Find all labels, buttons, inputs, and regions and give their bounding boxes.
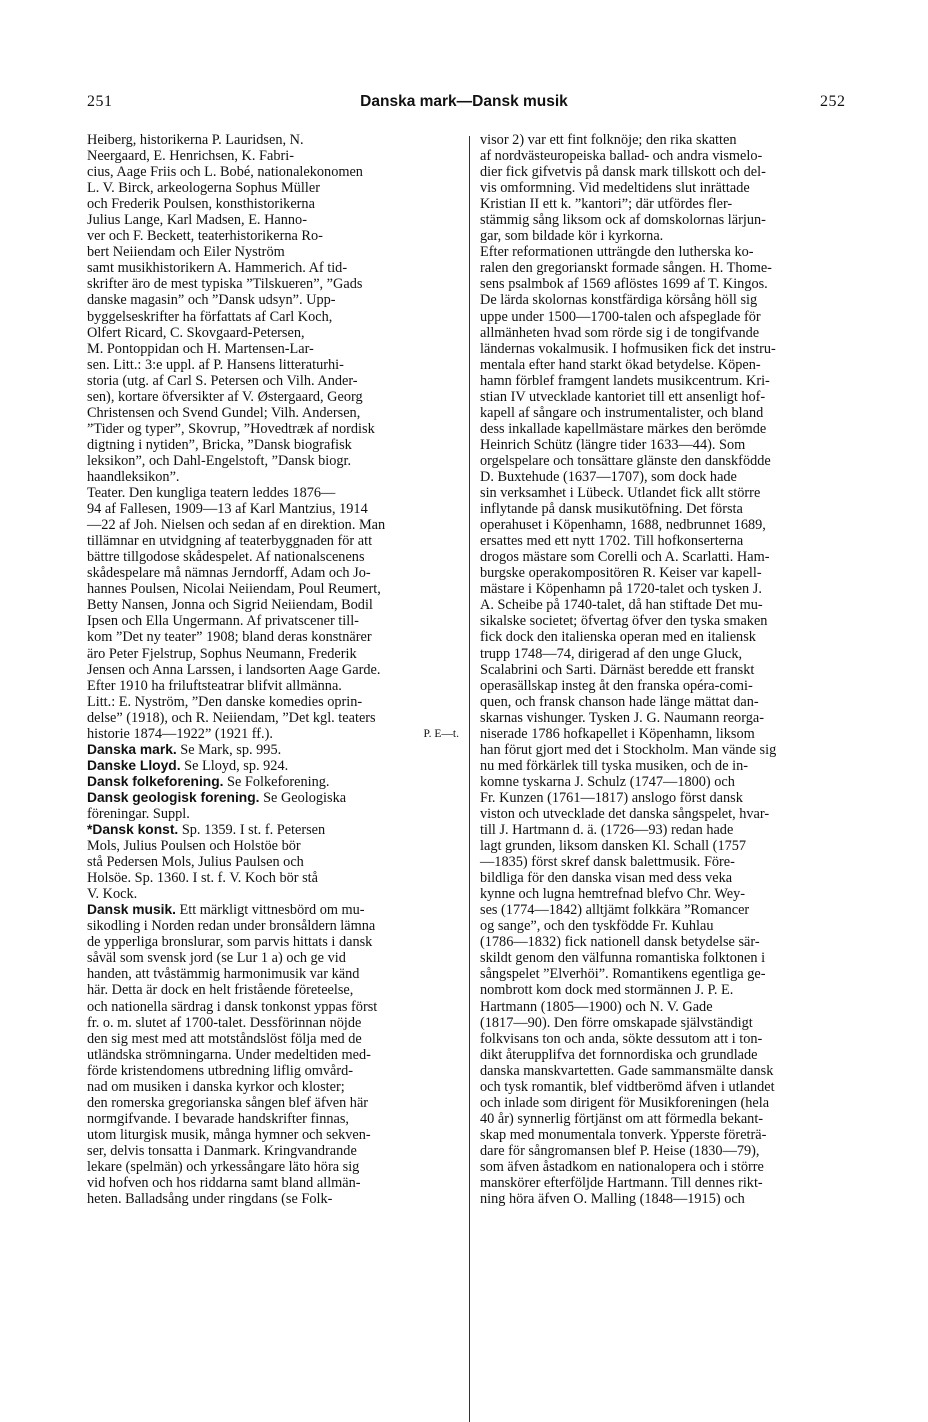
text-line bbox=[87, 373, 459, 389]
text-line bbox=[87, 1175, 459, 1191]
text-line bbox=[87, 1047, 459, 1063]
line-text: haandleksikon”. bbox=[87, 468, 180, 485]
text-line bbox=[480, 806, 851, 822]
line-text: komne tyskarna J. Schulz (1747—1800) och bbox=[480, 773, 735, 790]
line-text: stian IV utvecklade kantoriet till ett ansenligt hof- bbox=[480, 388, 766, 405]
text-line bbox=[480, 1079, 851, 1095]
text-line bbox=[480, 982, 851, 998]
line-text: Heinrich Schütz (längre tider 1633—44). Som bbox=[480, 436, 746, 453]
text-line bbox=[480, 1111, 851, 1127]
line-text: operasällskap insteg åt den franska opéra-comi- bbox=[480, 677, 753, 694]
text-line bbox=[87, 870, 459, 886]
line-text: här. Detta är dock en helt fristående företeelse, bbox=[87, 982, 354, 999]
line-text: Scalabrini och Sarti. Därnäst beredde ett franskt bbox=[480, 661, 755, 678]
line-text: Efter 1910 ha friluftsteatrar blifvit allmänna. bbox=[87, 677, 342, 694]
text-line bbox=[480, 934, 851, 950]
line-text: ”Tider og typer”, Skovrup, ”Hovedtræk af nordisk bbox=[87, 420, 375, 437]
right-column bbox=[480, 132, 851, 1207]
line-text: vid hofven och hos riddarna samt bland allmän- bbox=[87, 1175, 361, 1192]
text-line bbox=[480, 517, 851, 533]
text-line bbox=[480, 774, 851, 790]
text-line bbox=[87, 501, 459, 517]
text-line bbox=[87, 982, 459, 998]
line-text: sens psalmbok af 1569 aflöstes 1699 af T. Kingos. bbox=[480, 276, 768, 293]
text-line bbox=[87, 646, 459, 662]
text-line bbox=[480, 1175, 851, 1191]
line-text: folkvisans ton och anda, sökte dessutom att i ton- bbox=[480, 1030, 763, 1047]
line-text: de ypperliga bronslurar, som parvis hittats i dansk bbox=[87, 934, 373, 951]
text-line bbox=[87, 485, 459, 501]
line-text: heten. Balladsång under ringdans (se Folk- bbox=[87, 1191, 333, 1208]
text-line bbox=[480, 662, 851, 678]
line-text: Se Folkeforening. bbox=[223, 773, 330, 790]
line-text: utländska strömningarna. Under medeltiden med- bbox=[87, 1046, 371, 1063]
text-line bbox=[87, 1143, 459, 1159]
text-line bbox=[87, 389, 459, 405]
line-text: drogos mästare som Corelli och A. Scarlatti. Ham- bbox=[480, 549, 770, 566]
line-text: mästare i Köpenhamn på 1720-talet och tysken J. bbox=[480, 581, 762, 598]
text-line bbox=[480, 966, 851, 982]
line-text: allmänheten hvad som rörde sig i de tongifvande bbox=[480, 324, 760, 341]
line-text: danske magasin” och ”Dansk udsyn”. Upp- bbox=[87, 292, 336, 309]
text-line bbox=[87, 694, 459, 710]
text-line bbox=[480, 501, 851, 517]
text-line bbox=[87, 453, 459, 469]
line-text: Jensen och Anna Larssen, i landsorten Aage Garde. bbox=[87, 661, 381, 678]
text-line bbox=[87, 148, 459, 164]
text-line bbox=[480, 613, 851, 629]
line-text: ning höra äfven O. Malling (1848—1915) och bbox=[480, 1191, 745, 1208]
line-text: lekare (spelmän) och yrkessångare läto höra sig bbox=[87, 1159, 360, 1175]
text-line bbox=[87, 341, 459, 357]
line-text: A. Scheibe på 1740-talet, då han stiftade Det mu- bbox=[480, 597, 763, 614]
text-line bbox=[87, 180, 459, 196]
line-text: såväl som svensk jord (se Lur 1 a) och ge vid bbox=[87, 950, 346, 967]
line-text: Kristian II ett k. ”kantori”; där utfördes fler- bbox=[480, 196, 733, 213]
text-line bbox=[480, 742, 851, 758]
text-line bbox=[87, 1127, 459, 1143]
line-text: —22 af Joh. Nielsen och sedan af en direktion. Man bbox=[87, 517, 386, 534]
text-line bbox=[480, 629, 851, 645]
text-line bbox=[87, 405, 459, 421]
line-text: fick dock den italienska operan med en italiensk bbox=[480, 629, 756, 646]
text-line bbox=[480, 1127, 851, 1143]
line-text: manskörer efterföljde Hartmann. Till dennes rikt- bbox=[480, 1175, 763, 1192]
text-line bbox=[480, 1063, 851, 1079]
headword: Danska mark. bbox=[87, 741, 177, 757]
text-line bbox=[87, 902, 459, 918]
text-line bbox=[87, 629, 459, 645]
text-line bbox=[87, 437, 459, 453]
line-text: fr. o. m. slutet af 1700-talet. Dessförinnan nöjde bbox=[87, 1014, 362, 1031]
headword: *Dansk konst. bbox=[87, 822, 179, 838]
line-text: storia (utg. af Carl S. Petersen och Vilh. Ander- bbox=[87, 372, 358, 389]
line-text: stå Pedersen Mols, Julius Paulsen och bbox=[87, 854, 304, 871]
line-text: sångspelet ”Elverhöi”. Romantikens egentliga ge- bbox=[480, 966, 766, 983]
line-text: skildt genom den välfunna romantiska folktonen i bbox=[480, 950, 766, 967]
line-text: Olfert Ricard, C. Skovgaard-Petersen, bbox=[87, 324, 305, 341]
line-text: uppe under 1500—1700-talen och afspeglade för bbox=[480, 308, 761, 325]
line-text: kom ”Det ny teater” 1908; bland deras konstnärer bbox=[87, 629, 372, 646]
line-text: visor 2) var ett fint folknöje; den rika skatten bbox=[480, 132, 737, 148]
text-line bbox=[480, 196, 851, 212]
text-line bbox=[480, 421, 851, 437]
line-text: och tysk romantik, blef vidtberömd äfven i utlandet bbox=[480, 1078, 775, 1095]
line-text: De lärda skolornas konstfärdiga körsång höll sig bbox=[480, 292, 758, 309]
line-text: föreningar. Suppl. bbox=[87, 805, 190, 822]
line-text: D. Buxtehude (1637—1707), som dock hade bbox=[480, 468, 737, 485]
line-text: som äfven åstadkom en nationalopera och i större bbox=[480, 1159, 764, 1175]
text-line bbox=[87, 662, 459, 678]
text-line bbox=[87, 325, 459, 341]
text-line bbox=[480, 1015, 851, 1031]
line-text: hannes Poulsen, Nicolai Neiiendam, Poul Reumert, bbox=[87, 581, 381, 598]
line-text: tillämnar en utvidgning af teaterbyggnaden för att bbox=[87, 533, 373, 550]
text-line bbox=[480, 1159, 851, 1175]
text-line bbox=[480, 389, 851, 405]
text-line bbox=[480, 276, 851, 292]
line-text: skådespelare må nämnas Jerndorff, Adam och Jo- bbox=[87, 565, 371, 582]
line-text: vis omformning. Vid medeltidens slut inrättade bbox=[480, 180, 750, 197]
text-line bbox=[480, 325, 851, 341]
line-text: af nordvästeuropeiska ballad- och andra vismelo- bbox=[480, 148, 763, 165]
text-line bbox=[480, 453, 851, 469]
line-text: den romerska gregorianska sången blef äfven här bbox=[87, 1094, 369, 1111]
line-text: gar, som bildade kör i kyrkorna. bbox=[480, 228, 664, 245]
text-line bbox=[480, 694, 851, 710]
line-text: 40 år) synnerlig förtjänst om att förmedla bekant- bbox=[480, 1110, 764, 1127]
text-line bbox=[87, 581, 459, 597]
text-line bbox=[480, 485, 851, 501]
text-line bbox=[87, 1015, 459, 1031]
line-text: hamn förblef framgent landets musikcentrum. Kri- bbox=[480, 372, 770, 389]
line-text: byggelseskrifter ha författats af Carl Koch, bbox=[87, 308, 333, 325]
line-text: nombrott kom dock med stormännen J. P. E. bbox=[480, 982, 734, 999]
text-line bbox=[480, 918, 851, 934]
line-text: stämmig sång liksom ock af domskolornas lärjun- bbox=[480, 212, 766, 229]
line-text: Sp. 1359. I st. f. Petersen bbox=[178, 822, 326, 839]
column-rule bbox=[469, 136, 470, 1422]
line-text: utom liturgisk musik, många hymner och sekven- bbox=[87, 1126, 371, 1143]
line-text: —1835) först skref dansk balettmusik. Före- bbox=[480, 854, 735, 871]
line-text: dier fick gifvetvis på dansk mark tillskott och del- bbox=[480, 164, 766, 181]
line-text: trupp 1748—74, dirigerad af den unge Gluck, bbox=[480, 645, 743, 662]
text-line bbox=[87, 822, 459, 838]
text-line bbox=[480, 999, 851, 1015]
line-text: nad om musiken i danska kyrkor och kloster; bbox=[87, 1078, 345, 1095]
line-text: sen), kortare öfversikter af V. Østergaard, Georg bbox=[87, 388, 363, 405]
text-line bbox=[480, 309, 851, 325]
text-line bbox=[87, 228, 459, 244]
line-text: Heiberg, historikerna P. Lauridsen, N. bbox=[87, 132, 304, 148]
line-text: äro Peter Fjelstrup, Sophus Neumann, Frederik bbox=[87, 645, 357, 662]
text-line bbox=[87, 999, 459, 1015]
line-text: L. V. Birck, arkeologerna Sophus Müller bbox=[87, 180, 320, 197]
text-line bbox=[480, 180, 851, 196]
headword: Dansk musik. bbox=[87, 902, 176, 918]
line-text: bildliga för den danska visan med dess veka bbox=[480, 870, 733, 887]
text-line bbox=[480, 292, 851, 308]
line-text: nu med förkärlek till tyska musiken, och de in- bbox=[480, 757, 749, 774]
line-text: skarnas vishunger. Tysken J. G. Naumann reorga- bbox=[480, 709, 764, 726]
line-text: mentala efter hand starkt ökad betydelse. Köpen- bbox=[480, 356, 761, 373]
line-text: den sig mest med att motståndslöst följa med de bbox=[87, 1030, 362, 1047]
line-text: normgifvande. I bevarade handskrifter finnas, bbox=[87, 1110, 350, 1127]
text-line bbox=[480, 244, 851, 260]
text-line bbox=[480, 228, 851, 244]
text-line bbox=[480, 357, 851, 373]
text-line bbox=[87, 790, 459, 806]
text-line bbox=[480, 886, 851, 902]
line-text: sen. Litt.: 3:e uppl. af P. Hansens litteraturhi- bbox=[87, 356, 344, 373]
text-line bbox=[480, 1047, 851, 1063]
text-line bbox=[87, 292, 459, 308]
line-text: operahuset i Köpenhamn, 1688, nedbrunnet 1689, bbox=[480, 517, 766, 534]
line-text: cius, Aage Friis och L. Bobé, nationalekonomen bbox=[87, 164, 363, 181]
line-text: inflytande på dansk musikutöfning. Det första bbox=[480, 501, 743, 518]
line-text: M. Pontoppidan och H. Martensen-Lar- bbox=[87, 340, 314, 357]
line-text: dikt återupplifva det fornnordiska och grundlade bbox=[480, 1046, 758, 1063]
text-line bbox=[480, 132, 851, 148]
text-line bbox=[87, 886, 459, 902]
line-text: och nationella särdrag i dansk tonkonst yppas först bbox=[87, 998, 378, 1015]
line-text: viston och utvecklade det danska sångspelet, hvar- bbox=[480, 805, 770, 822]
text-line bbox=[87, 469, 459, 485]
text-line bbox=[480, 870, 851, 886]
line-text: och inlade som dirigent för Musikforeningen (hela bbox=[480, 1094, 770, 1111]
line-text: V. Kock. bbox=[87, 886, 138, 903]
text-line bbox=[480, 790, 851, 806]
line-text: ländernas vokalmusik. I hofmusiken fick det instru- bbox=[480, 340, 776, 357]
line-text: förde kristendomens utbredning liflig omvård- bbox=[87, 1062, 354, 1079]
text-line bbox=[480, 902, 851, 918]
line-text: (1817—90). Den förre omskapade självständigt bbox=[480, 1014, 753, 1031]
line-text: Ipsen och Ella Ungermann. Af privatscener till- bbox=[87, 613, 359, 630]
text-line bbox=[87, 806, 459, 822]
text-line bbox=[87, 710, 459, 726]
line-text: ses (1774—1842) alltjämt folkkära ”Romancer bbox=[480, 902, 750, 919]
line-text: sin verksamhet i Lübeck. Utlandet fick allt större bbox=[480, 485, 761, 502]
text-line bbox=[480, 597, 851, 613]
line-text: Litt.: E. Nyström, ”Den danske komedies oprin- bbox=[87, 693, 363, 710]
page-number-right: 252 bbox=[820, 93, 846, 110]
line-text: Holsöe. Sp. 1360. I st. f. V. Koch bör stå bbox=[87, 870, 318, 887]
text-line bbox=[87, 726, 459, 742]
text-line bbox=[480, 950, 851, 966]
text-line bbox=[87, 196, 459, 212]
headword: Dansk folkeforening. bbox=[87, 773, 224, 789]
text-line bbox=[87, 244, 459, 260]
line-text: ver och F. Beckett, teaterhistorikerna Ro- bbox=[87, 228, 323, 245]
line-text: skap med monumentala tonverk. Ypperste företrä- bbox=[480, 1126, 767, 1143]
text-line bbox=[87, 1063, 459, 1079]
line-text: danska manskvartetten. Gade sammansmälte dansk bbox=[480, 1062, 774, 1079]
text-line bbox=[480, 758, 851, 774]
line-text: sikodling i Norden redan under bronsåldern lämna bbox=[87, 918, 376, 935]
text-line bbox=[87, 934, 459, 950]
text-line bbox=[87, 838, 459, 854]
text-line bbox=[87, 421, 459, 437]
line-text: han förut gjort med det i Stockholm. Man vände sig bbox=[480, 741, 777, 758]
text-line bbox=[87, 678, 459, 694]
text-line bbox=[480, 565, 851, 581]
text-line bbox=[87, 597, 459, 613]
line-text: samt musikhistorikern A. Hammerich. Af tid- bbox=[87, 260, 348, 277]
line-text: Neergaard, E. Henrichsen, K. Fabri- bbox=[87, 148, 294, 165]
line-text: bert Neiiendam och Eiler Nyström bbox=[87, 244, 285, 261]
headword: Dansk geologisk forening. bbox=[87, 789, 260, 805]
text-line bbox=[87, 132, 459, 148]
text-line bbox=[87, 533, 459, 549]
text-line bbox=[87, 1079, 459, 1095]
text-line bbox=[480, 838, 851, 854]
text-line bbox=[480, 1191, 851, 1207]
text-line bbox=[87, 1159, 459, 1175]
text-line bbox=[87, 1111, 459, 1127]
line-text: Mols, Julius Poulsen och Holstöe bör bbox=[87, 838, 301, 855]
headword: Danske Lloyd. bbox=[87, 757, 181, 773]
line-text: bättre tillgodose skådespelet. Af nationalscenens bbox=[87, 549, 365, 566]
line-text: Betty Nansen, Jonna och Sigrid Neiiendam, Bodil bbox=[87, 597, 373, 614]
line-text: Christensen och Svend Gundel; Vilh. Andersen, bbox=[87, 404, 361, 421]
line-text: ser, delvis tonsatta i Danmark. Kringvandrande bbox=[87, 1142, 357, 1159]
running-head: Danska mark—Dansk musik bbox=[360, 93, 568, 110]
text-line bbox=[87, 1031, 459, 1047]
line-text: till J. Hartmann d. ä. (1726—93) redan hade bbox=[480, 822, 734, 839]
line-text: handen, att tvåstämmig harmonimusik var känd bbox=[87, 966, 360, 983]
line-text: och Frederik Poulsen, konsthistorikerna bbox=[87, 196, 315, 213]
line-text: Ett märkligt vittnesbörd om mu- bbox=[175, 902, 365, 919]
text-line bbox=[480, 646, 851, 662]
line-text: burgske operakompositören R. Keiser var kapell- bbox=[480, 565, 762, 582]
page-number-left: 251 bbox=[87, 93, 113, 110]
text-line bbox=[480, 437, 851, 453]
text-line bbox=[87, 517, 459, 533]
text-line bbox=[480, 822, 851, 838]
text-line bbox=[87, 212, 459, 228]
line-text: kapell af sångare och instrumentalister, och bland bbox=[480, 404, 764, 421]
text-line bbox=[87, 260, 459, 276]
line-text: 94 af Fallesen, 1909—13 af Karl Mantzius, 1914 bbox=[87, 501, 368, 518]
text-line bbox=[480, 260, 851, 276]
text-line bbox=[87, 774, 459, 790]
line-text: delse” (1918), och R. Neiiendam, ”Det kgl. teaters bbox=[87, 709, 376, 726]
line-text: digtning i nytiden”, Bricka, ”Dansk biografisk bbox=[87, 436, 352, 453]
line-text: kynne och lugna hemtrefnad blefvo Chr. Wey- bbox=[480, 886, 745, 903]
line-text: sikalske societet; öfvertag öfver den tyska smaken bbox=[480, 613, 768, 630]
line-text: (1786—1832) fick nationell dansk betydelse sär- bbox=[480, 934, 760, 951]
text-line bbox=[87, 918, 459, 934]
text-line bbox=[480, 1031, 851, 1047]
line-text: Julius Lange, Karl Madsen, E. Hanno- bbox=[87, 212, 307, 229]
text-line bbox=[480, 581, 851, 597]
text-line bbox=[480, 1143, 851, 1159]
line-text: Teater. Den kungliga teatern leddes 1876— bbox=[87, 485, 336, 502]
text-line bbox=[480, 164, 851, 180]
line-text: ralen den gregorianskt formade sången. H. Thome- bbox=[480, 260, 772, 277]
text-line bbox=[87, 1191, 459, 1207]
text-line bbox=[480, 212, 851, 228]
text-line bbox=[480, 549, 851, 565]
text-line bbox=[87, 966, 459, 982]
line-text: Se Geologiska bbox=[259, 789, 347, 806]
text-line bbox=[87, 950, 459, 966]
line-text: dare för sångromansen blef P. Heise (1830—79), bbox=[480, 1142, 760, 1159]
text-line bbox=[87, 549, 459, 565]
text-line bbox=[87, 742, 459, 758]
text-line bbox=[480, 469, 851, 485]
text-line bbox=[87, 758, 459, 774]
author-signature: P. E—t. bbox=[423, 727, 459, 740]
line-text: Se Mark, sp. 995. bbox=[176, 741, 282, 758]
line-text: orgelspelare och tonsättare glänste den danskfödde bbox=[480, 452, 771, 469]
line-text: Hartmann (1805—1900) och N. V. Gade bbox=[480, 998, 713, 1015]
line-text: Fr. Kunzen (1761—1817) anslogo först dansk bbox=[480, 789, 743, 806]
text-line bbox=[480, 373, 851, 389]
line-text: og sange”, och den tyskfödde Fr. Kuhlau bbox=[480, 918, 714, 935]
left-column bbox=[87, 132, 459, 1207]
line-text: Efter reformationen utträngde den lutherska ko- bbox=[480, 244, 754, 261]
line-text: historie 1874—1922” (1921 ff.). bbox=[87, 725, 273, 742]
text-line bbox=[480, 148, 851, 164]
text-line bbox=[480, 341, 851, 357]
text-line bbox=[480, 533, 851, 549]
line-text: lagt grunden, liksom dansken Kl. Schall (1757 bbox=[480, 838, 747, 855]
line-text: leksikon”, och Dahl-Engelstoft, ”Dansk biogr. bbox=[87, 452, 352, 469]
text-line bbox=[87, 357, 459, 373]
text-line bbox=[480, 710, 851, 726]
line-text: niserade 1786 hofkapellet i Köpenhamn, liksom bbox=[480, 725, 755, 742]
text-line bbox=[87, 309, 459, 325]
line-text: skrifter äro de mest typiska ”Tilskueren”, ”Gads bbox=[87, 276, 363, 293]
text-line bbox=[87, 613, 459, 629]
line-text: ersattes med ett nytt 1702. Till hofkonserterna bbox=[480, 533, 744, 550]
text-line bbox=[87, 565, 459, 581]
text-line bbox=[480, 726, 851, 742]
text-line bbox=[87, 1095, 459, 1111]
text-line bbox=[87, 276, 459, 292]
text-line bbox=[480, 1095, 851, 1111]
text-line bbox=[87, 164, 459, 180]
text-line bbox=[87, 854, 459, 870]
text-line bbox=[480, 854, 851, 870]
text-line bbox=[480, 405, 851, 421]
line-text: Se Lloyd, sp. 924. bbox=[180, 757, 289, 774]
text-line bbox=[480, 678, 851, 694]
line-text: quen, och fransk chanson hade länge mättat dan- bbox=[480, 693, 759, 710]
line-text: dess inkallade kapellmästare märkes den berömde bbox=[480, 420, 767, 437]
